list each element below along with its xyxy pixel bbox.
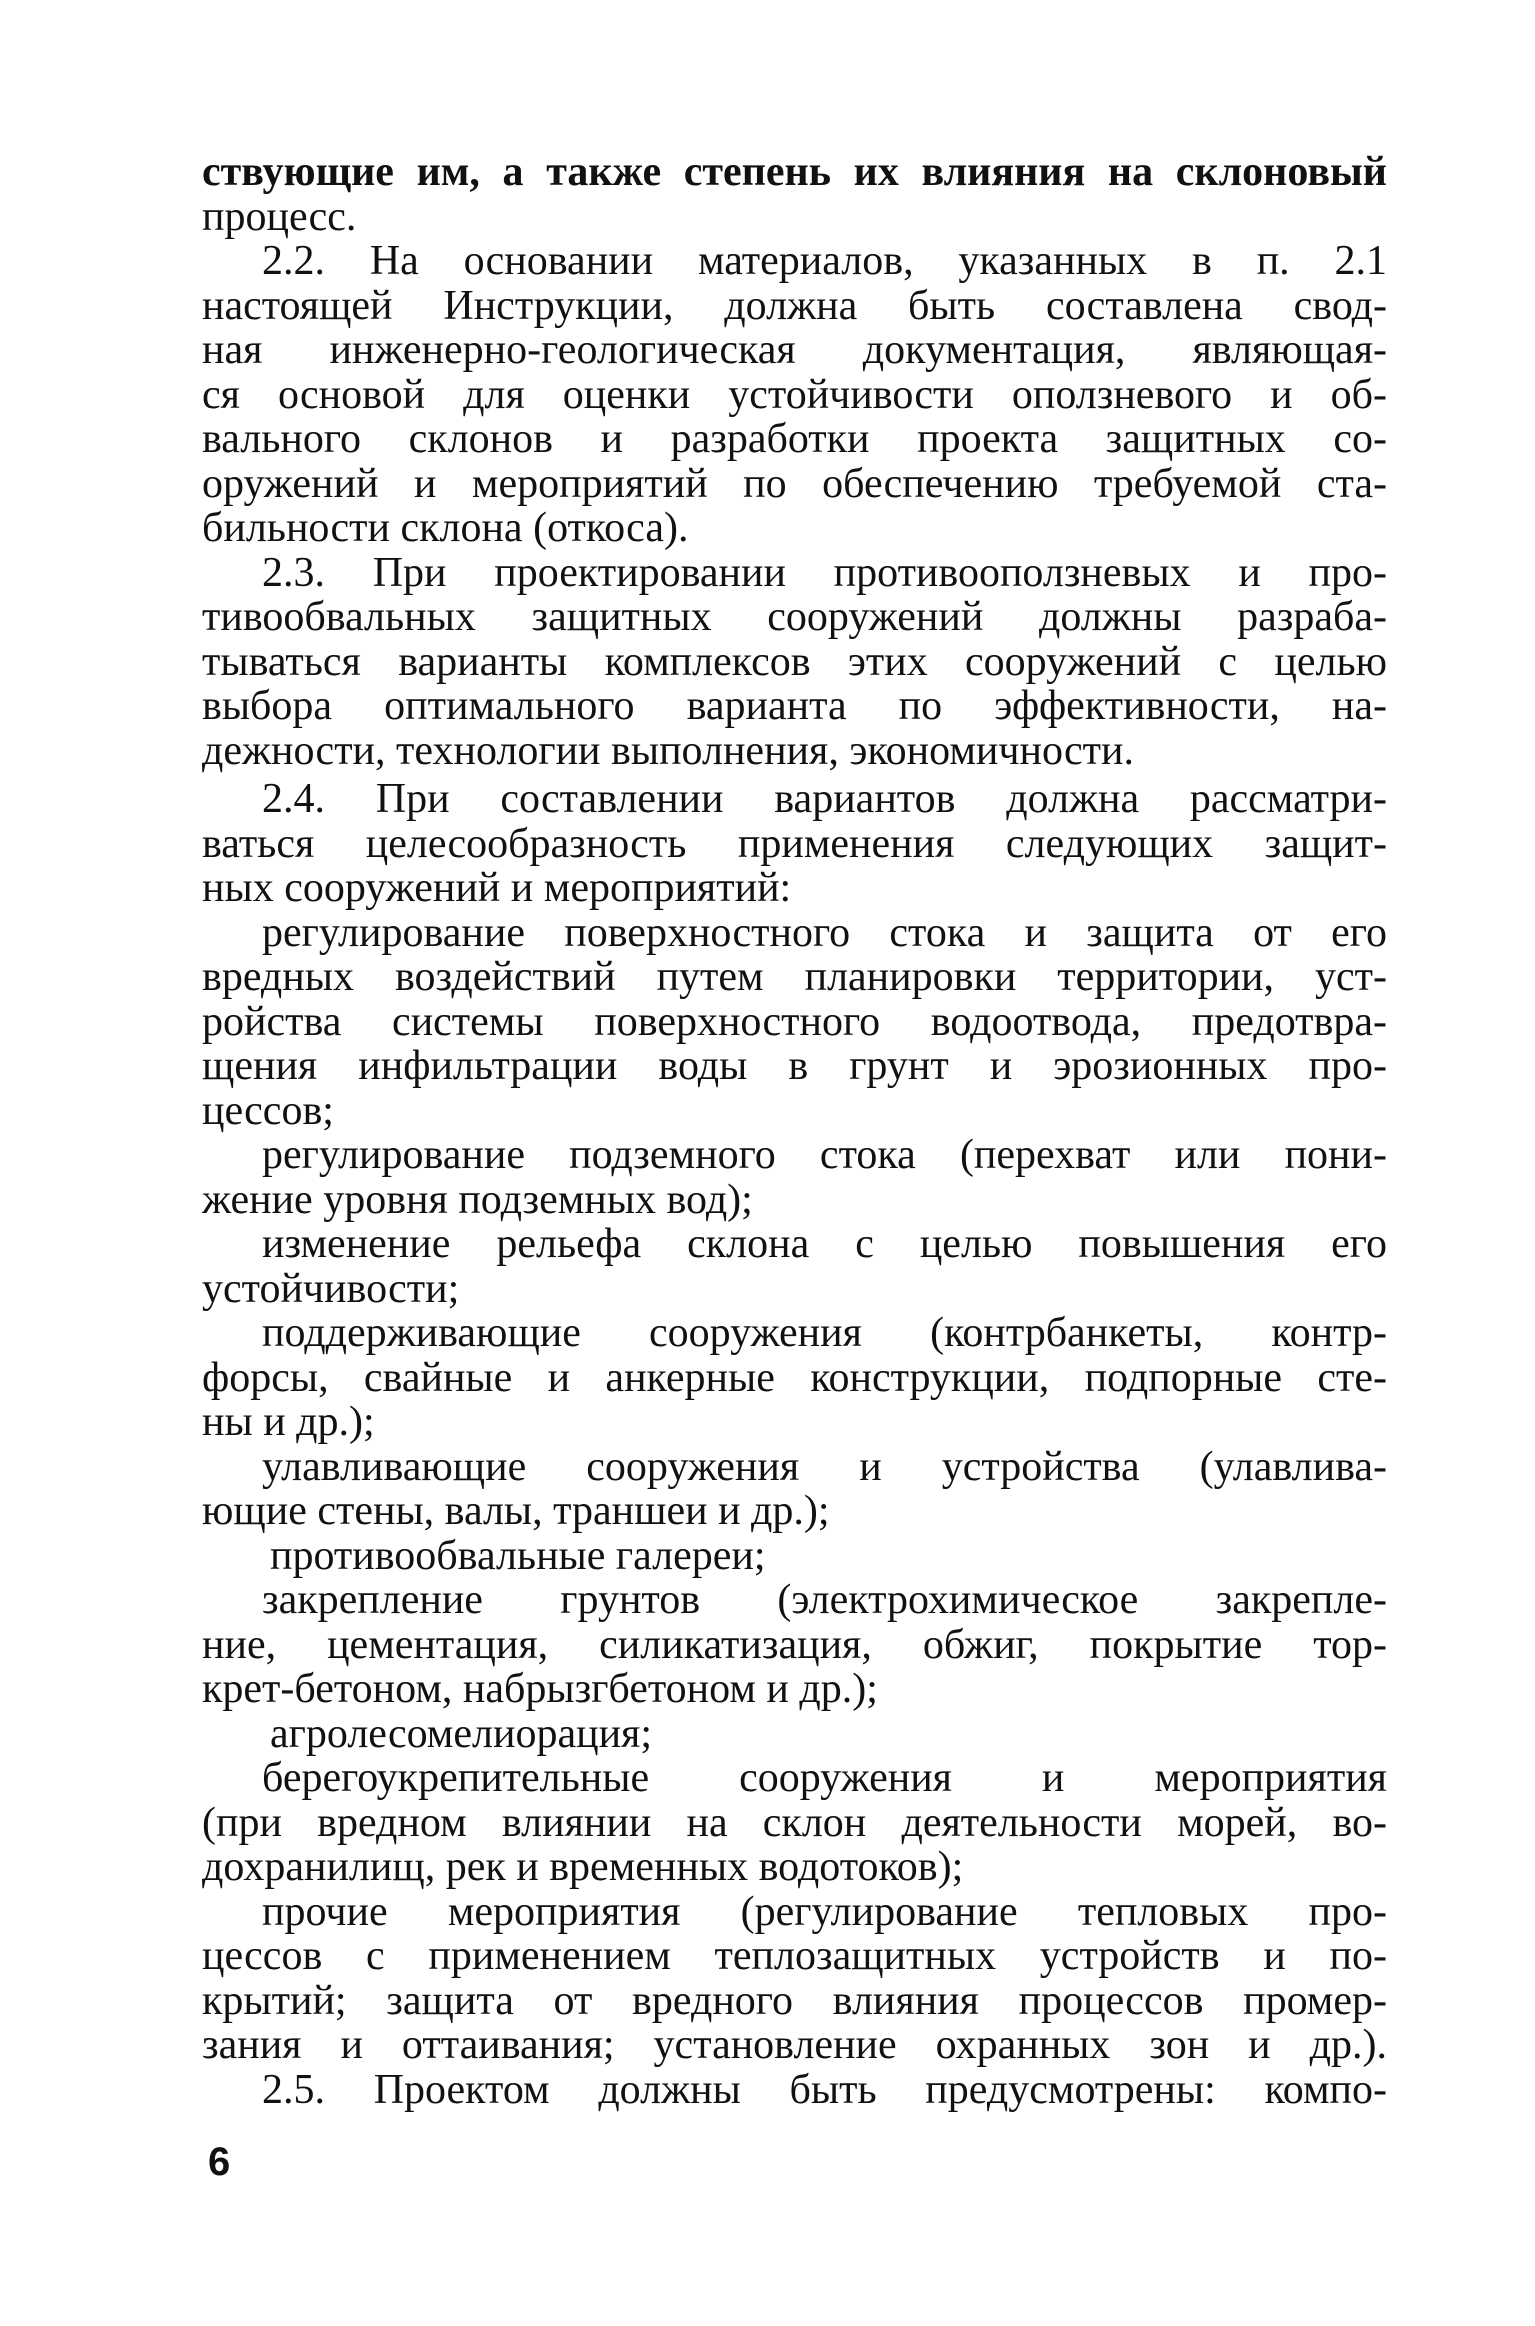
- list-item-other-measures: прочие мероприятия (регулирование тепловых про-: [262, 1888, 1387, 1935]
- text-line: щения инфильтрации воды в грунт и эрозионных про-: [202, 1043, 1387, 1089]
- text-line: крет-бетоном, набрызгбетоном и др.);: [202, 1666, 878, 1712]
- text-line: настоящей Инструкции, должна быть составлена свод-: [202, 282, 1387, 329]
- text-line: зания и оттаивания; установление охранных зон и др.).: [202, 2022, 1387, 2068]
- text-line: дежности, технологии выполнения, экономичности.: [202, 727, 1134, 774]
- paragraph-2-2: 2.2. На основании материалов, указанных в п. 2.1: [262, 238, 1387, 284]
- text-line: выбора оптимального варианта по эффективности, на-: [202, 683, 1387, 729]
- text-line: устойчивости;: [202, 1265, 460, 1312]
- text-line: ны и др.);: [202, 1399, 375, 1445]
- text-line: оружений и мероприятий по обеспечению требуемой ста-: [202, 460, 1387, 507]
- text-line: жение уровня подземных вод);: [202, 1176, 753, 1223]
- paragraph-2-4: 2.4. При составлении вариантов должна рассматри-: [262, 776, 1387, 822]
- list-item-catching-structures: улавливающие сооружения и устройства (улавлива-: [262, 1443, 1387, 1490]
- text-line: вального склонов и разработки проекта защитных со-: [202, 416, 1387, 462]
- text-line: ных сооружений и мероприятий:: [202, 865, 792, 911]
- list-item-shore-protection: берегоукрепительные сооружения и мероприятия: [262, 1755, 1387, 1801]
- list-item-galleries: противообвальные галереи;: [270, 1532, 766, 1579]
- paragraph-2-5: 2.5. Проектом должны быть предусмотрены: компо-: [262, 2066, 1387, 2113]
- text-line: цессов с применением теплозащитных устройств и по-: [202, 1933, 1387, 1979]
- text-line: цессов;: [202, 1087, 334, 1134]
- text-line: крытий; защита от вредного влияния процессов промер-: [202, 1977, 1387, 2024]
- text-line: ваться целесообразность применения следующих защит-: [202, 820, 1387, 867]
- list-item-surface-runoff: регулирование поверхностного стока и защита от его: [262, 909, 1387, 956]
- text-line: дохранилищ, рек и временных водотоков);: [202, 1844, 964, 1890]
- text-line: процесс.: [202, 193, 357, 240]
- body-text: [202, 150, 1387, 2112]
- list-item-relief-change: изменение рельефа склона с целью повышения его: [262, 1221, 1387, 1267]
- text-line: ся основой для оценки устойчивости оползневого и об-: [202, 371, 1387, 418]
- paragraph-2-3: 2.3. При проектировании противооползневых и про-: [262, 549, 1387, 596]
- text-line: (при вредном влиянии на склон деятельности морей, во-: [202, 1799, 1387, 1846]
- text-line: ствующие им, а также степень их влияния на склоновый: [202, 149, 1387, 195]
- text-line: тываться варианты комплексов этих сооружений с целью: [202, 638, 1387, 685]
- list-item-underground-runoff: регулирование подземного стока (перехват или пони-: [262, 1132, 1387, 1178]
- text-line: тивообвальных защитных сооружений должны разраба-: [202, 594, 1387, 640]
- text-line: ройства системы поверхностного водоотвода, предотвра-: [202, 998, 1387, 1045]
- text-line: вредных воздействий путем планировки территории, уст-: [202, 954, 1387, 1000]
- list-item-soil-fixing: закрепление грунтов (электрохимическое закрепле-: [262, 1577, 1387, 1623]
- list-item-agroforestry: агролесомелиорация;: [270, 1710, 653, 1757]
- list-item-supporting-structures: поддерживающие сооружения (контрбанкеты, контр-: [262, 1310, 1387, 1356]
- text-line: ная инженерно-геологическая документация, являющая-: [202, 327, 1387, 373]
- page-number: 6: [208, 2140, 231, 2184]
- text-line: ние, цементация, силикатизация, обжиг, покрытие тор-: [202, 1621, 1387, 1668]
- text-line: форсы, свайные и анкерные конструкции, подпорные сте-: [202, 1354, 1387, 1401]
- text-line: бильности склона (откоса).: [202, 505, 689, 551]
- text-line: ющие стены, валы, траншеи и др.);: [202, 1488, 830, 1534]
